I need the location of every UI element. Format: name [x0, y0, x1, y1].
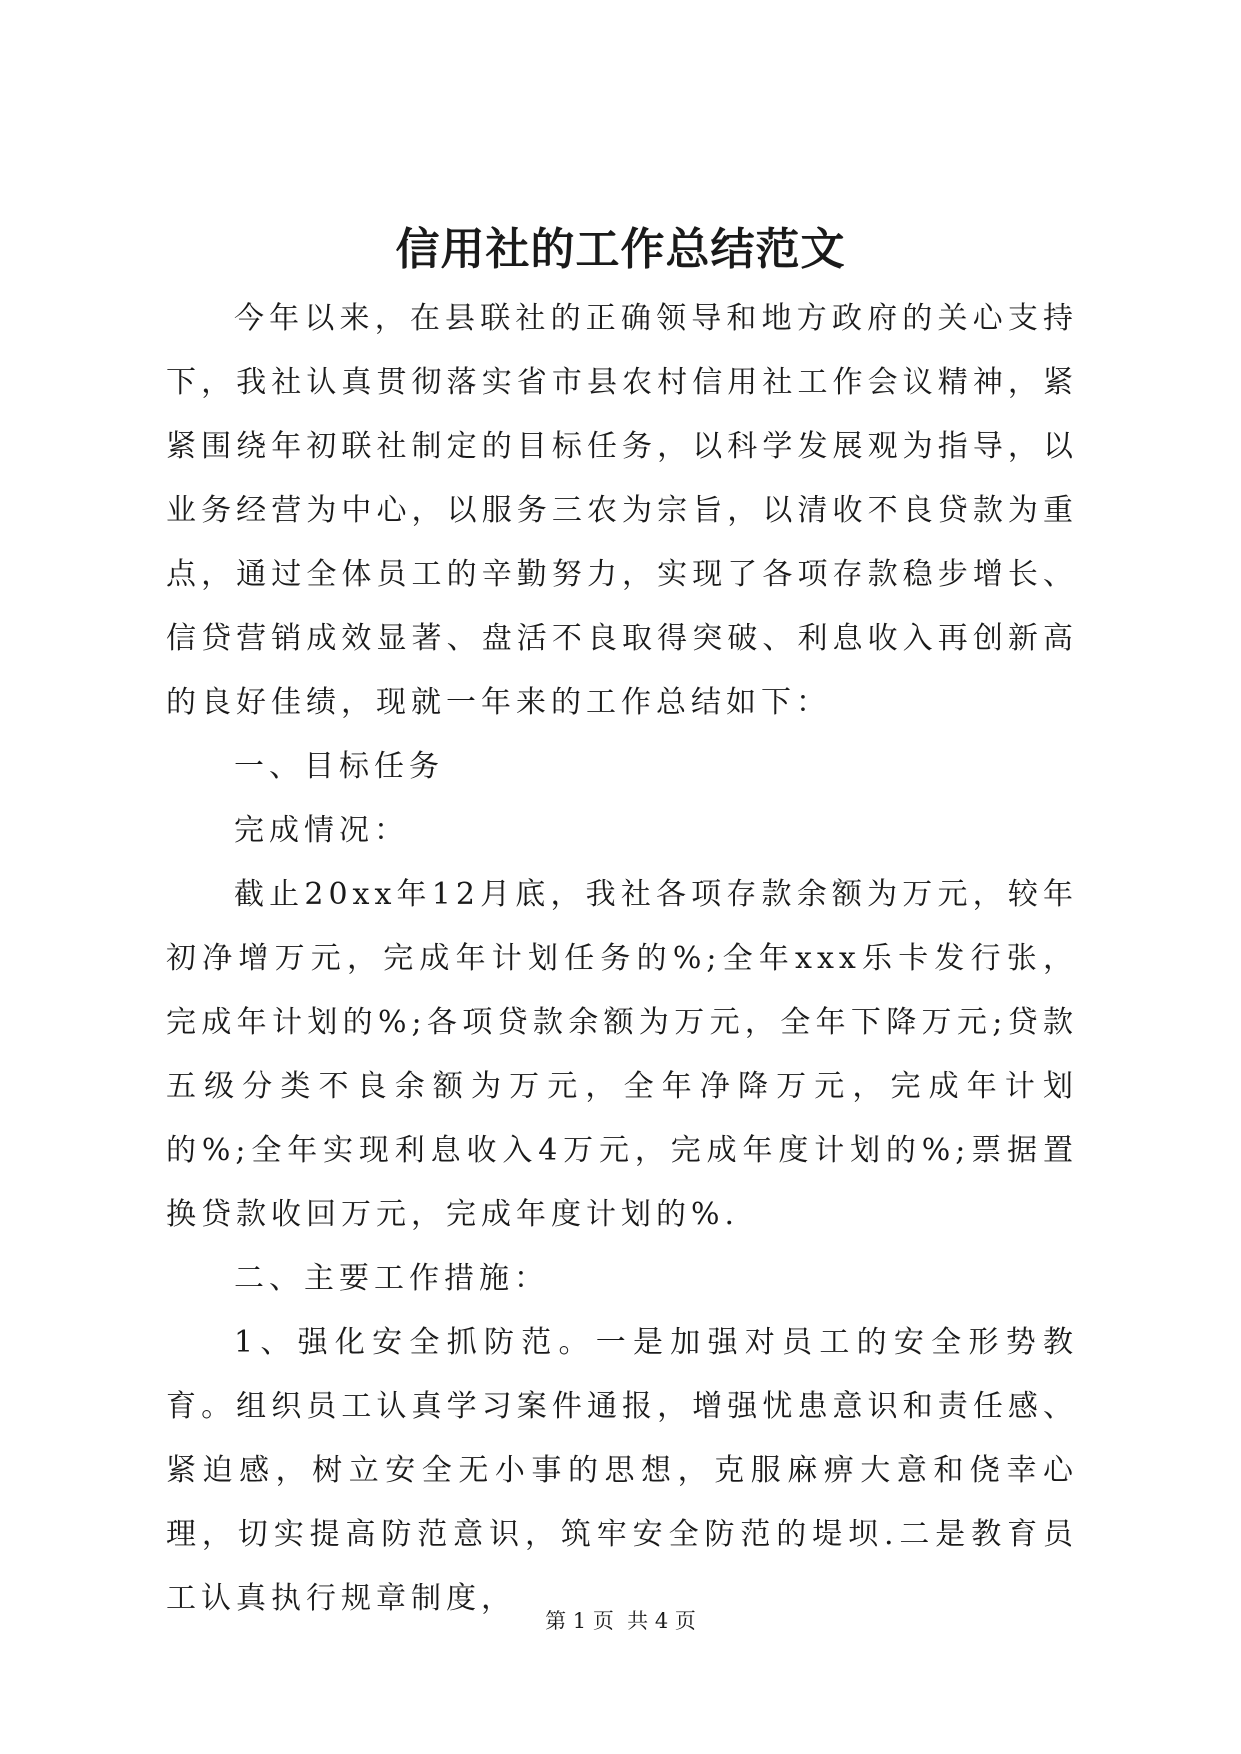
heading-section-1: 一、目标任务	[234, 749, 444, 784]
subheading-completion: 完成情况：	[234, 813, 409, 848]
paragraph-security: 1、强化安全抓防范。一是加强对员工的安全形势教育。组织员工认真学习案件通报，增强忧患意识和责任感、紧迫感，树立安全无小事的思想，克服麻痹大意和侥幸心理，切实提高防范意识，筑牢安全防范的堤坝.二是教育员工认真执行规章制度，	[166, 1325, 1078, 1616]
paragraph-figures: 截止20xx年12月底，我社各项存款余额为万元，较年初净增万元，完成年计划任务的%;全年xxx乐卡发行张，完成年计划的%;各项贷款余额为万元，全年下降万元;贷款五级分类不良余额为万元，全年净降万元，完成年计划的%;全年实现利息收入4万元，完成年度计划的%;票据置换贷款收回万元，完成年度计划的%.	[166, 877, 1078, 1232]
document-body	[166, 287, 1078, 1631]
document-title: 信用社的工作总结范文	[395, 224, 846, 275]
heading-section-2: 二、主要工作措施：	[234, 1261, 549, 1296]
page-number-label: 第 1 页 共 4 页	[545, 1609, 696, 1633]
paragraph-intro: 今年以来，在县联社的正确领导和地方政府的关心支持下，我社认真贯彻落实省市县农村信用社工作会议精神，紧紧围绕年初联社制定的目标任务，以科学发展观为指导，以业务经营为中心，以服务三农为宗旨，以清收不良贷款为重点，通过全体员工的辛勤努力，实现了各项存款稳步增长、信贷营销成效显著、盘活不良取得突破、利息收入再创新高的良好佳绩，现就一年来的工作总结如下：	[166, 301, 1078, 720]
page-footer	[0, 1606, 1241, 1636]
